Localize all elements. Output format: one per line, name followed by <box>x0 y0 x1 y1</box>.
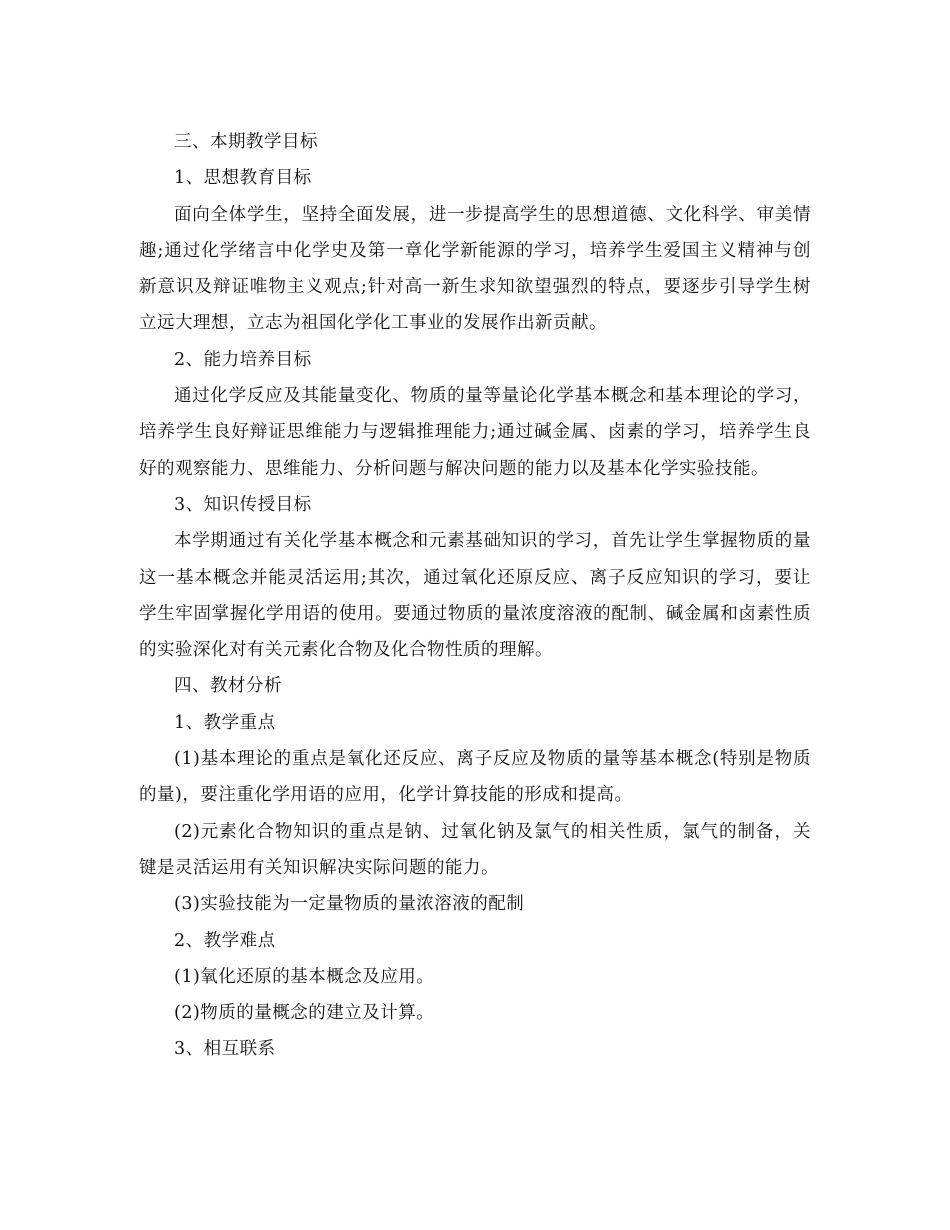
subsection-heading: 1、教学重点 <box>174 712 276 733</box>
list-item: (1)氧化还原的基本概念及应用。 <box>174 966 435 987</box>
list-item: (2)物质的量概念的建立及计算。 <box>174 1003 435 1024</box>
subsection-heading: 3、知识传授目标 <box>174 494 312 515</box>
subsection-heading: 2、能力培养目标 <box>174 349 312 370</box>
list-item: (1)基本理论的重点是氧化还反应、离子反应及物质的量等基本概念(特别是物质的量)，要注重化学用语的应用，化学计算技能的形成和提高。 <box>139 749 811 806</box>
section-heading: 四、教材分析 <box>174 676 282 697</box>
body-paragraph: 通过化学反应及其能量变化、物质的量等量论化学基本概念和基本理论的学习，培养学生良好辩证思维能力与逻辑推理能力;通过碱金属、卤素的学习，培养学生良好的观察能力、思维能力、分析问题与解决问题的能力以及基本化学实验技能。 <box>139 386 811 479</box>
body-paragraph: 本学期通过有关化学基本概念和元素基础知识的学习，首先让学生掌握物质的量这一基本概念并能灵活运用;其次，通过氧化还原反应、离子反应知识的学习，要让学生牢固掌握化学用语的使用。要通过物质的量浓度溶液的配制、碱金属和卤素性质的实验深化对有关元素化合物及化合物性质的理解。 <box>139 531 811 661</box>
list-item: (3)实验技能为一定量物质的量浓溶液的配制 <box>174 894 525 915</box>
list-item: (2)元素化合物知识的重点是钠、过氧化钠及氯气的相关性质，氯气的制备，关键是灵活运用有关知识解决实际问题的能力。 <box>139 821 811 878</box>
subsection-heading: 1、思想教育目标 <box>174 168 312 189</box>
section-heading: 三、本期教学目标 <box>174 132 318 152</box>
subsection-heading: 3、相互联系 <box>174 1039 276 1060</box>
body-paragraph: 面向全体学生，坚持全面发展，进一步提高学生的思想道德、文化科学、审美情趣;通过化学绪言中化学史及第一章化学新能源的学习，培养学生爱国主义精神与创新意识及辩证唯物主义观点;针对高一新生求知欲望强烈的特点，要逐步引导学生树立远大理想，立志为祖国化学化工事业的发展作出新贡献。 <box>139 204 811 334</box>
subsection-heading: 2、教学难点 <box>174 930 276 951</box>
document-page <box>139 124 811 1068</box>
